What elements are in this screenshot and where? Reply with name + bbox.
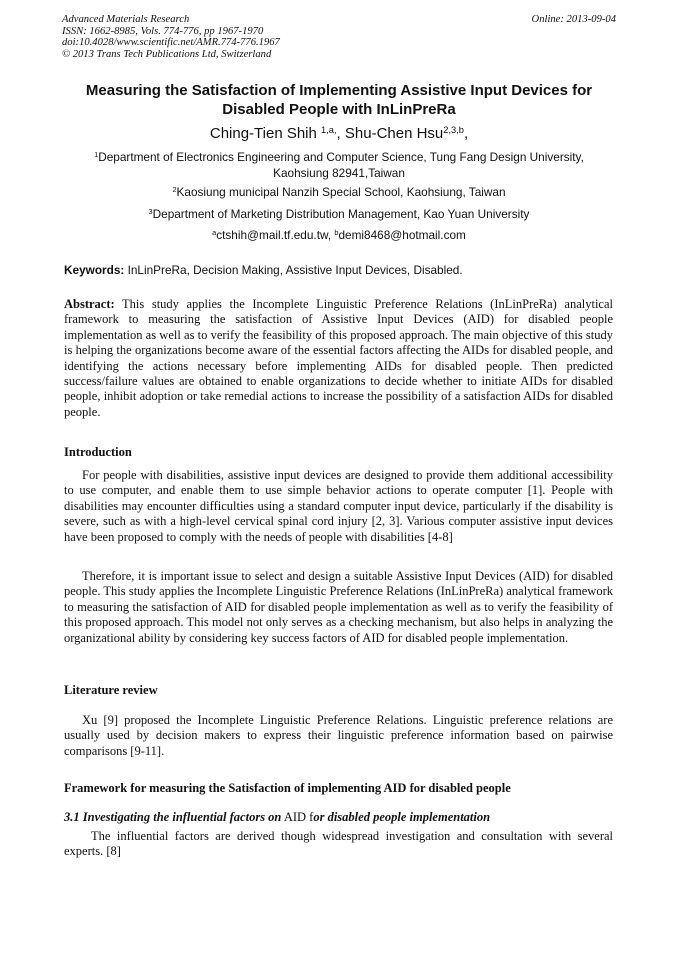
aff-1-sup: 1 — [94, 149, 99, 159]
literature-paragraph-1: Xu [9] proposed the Incomplete Linguistic Preference Relations. Linguistic preference relations are usually used by decision makers to express their linguistic preference information based on pairwise comparisons [9-11]. — [64, 713, 613, 758]
email-a-sup: a — [212, 227, 217, 237]
email-b[interactable]: demi8468@hotmail.com — [338, 228, 466, 242]
keywords — [64, 263, 614, 278]
section-heading-framework: Framework for measuring the Satisfaction of implementing AID for disabled people — [64, 781, 511, 795]
affiliation-1 — [40, 149, 638, 181]
section-heading-introduction: Introduction — [64, 445, 132, 459]
title-line-1: Measuring the Satisfaction of Implementing Assistive Input Devices for — [85, 82, 593, 99]
aff-3-text: Department of Marketing Distribution Management, Kao Yuan University — [152, 207, 530, 221]
abstract — [64, 297, 613, 420]
keywords-label: Keywords: — [64, 263, 125, 277]
author-end: , — [463, 125, 469, 142]
email-line — [40, 227, 638, 243]
affiliation-3 — [40, 206, 638, 222]
journal-name: Advanced Materials Research — [62, 14, 190, 25]
sub31-part-1: 3.1 Investigating the influential factors on — [64, 810, 282, 824]
subsection-3-1-paragraph: The influential factors are derived though widespread investigation and consultation with several experts. [8] — [64, 829, 613, 859]
email-a[interactable]: ctshih@mail.tf.edu.tw, — [216, 228, 335, 242]
intro-paragraph-1: For people with disabilities, assistive input devices are designed to provide them additional accessibility to use computer, and enable them to use simple behavior actions to operate computer [1]. People with disabilities may encounter difficulties using a standard computer input device, particularly if the disability is severe, such as with a high-level cervical spinal cord injury [2, 3]. Various computer assistive input devices have been proposed to comply with the needs of people with disabilities [4-8] — [64, 468, 613, 544]
intro-paragraph-2: Therefore, it is important issue to select and design a suitable Assistive Input Devices (AID) for disabled people. This study applies the Incomplete Linguistic Preference Relations (InLinPreRa) analytical framework to measuring the satisfaction of AID for disabled people implementation as well as to verify the feasibility of this proposed approach. This model not only serves as a checking mechanism, but also helps in analyzing the organizational ability by considering key success factors of AID for disabled people implementation. — [64, 569, 613, 645]
section-heading-literature-review: Literature review — [64, 683, 158, 697]
author-2: Shu-Chen Hsu — [344, 125, 444, 142]
abstract-text: This study applies the Incomplete Linguistic Preference Relations (InLinPreRa) analytical framework to measuring the satisfaction of Assistive Input Devices (AID) for disabled people implementation as well as to verify the feasibility of this proposed approach. The main objective of this study is helping the organizations become aware of the essential factors affecting the AIDs for disabled people, and identifying the actions necessary before implementing AIDs for disabled people. Then predicted success/failure values are obtained to enable organizations to decide whether to initiate AIDs for disabled people, inhibit adoption or take remedial actions to increase the possibility of a satisfaction AIDs for disabled people. — [64, 297, 613, 419]
title-line-2: Disabled People with InLinPreRa — [222, 101, 456, 118]
email-b-sup: b — [334, 227, 339, 237]
aff-2-sup: 2 — [172, 184, 177, 194]
issn-line: ISSN: 1662-8985, Vols. 774-776, pp 1967-1970 — [62, 25, 264, 37]
online-date: Online: 2013-09-04 — [531, 14, 616, 25]
doi-line[interactable]: doi:10.4028/www.scientific.net/AMR.774-776.1967 — [62, 37, 280, 49]
author-1: Ching-Tien Shih — [209, 125, 317, 142]
aff-3-sup: 3 — [148, 206, 153, 216]
aff-2-text: Kaosiung municipal Nanzih Special School, Kaohsiung, Taiwan — [176, 185, 506, 199]
sub31-part-3: or disabled people implementation — [313, 810, 491, 824]
subsection-heading-3-1 — [64, 810, 614, 825]
aff-1-line-2: Kaohsiung 82941,Taiwan — [273, 166, 405, 180]
authors-line — [40, 124, 638, 143]
affiliation-2 — [40, 184, 638, 200]
author-separator: , — [336, 125, 345, 142]
aff-1-line-1: Department of Electronics Engineering and Computer Science, Tung Fang Design University, — [98, 150, 584, 164]
journal-header — [62, 14, 616, 60]
author-2-sup: 2,3,b — [443, 124, 464, 135]
sub31-part-2: AID f — [281, 810, 314, 824]
abstract-label: Abstract: — [64, 297, 115, 311]
copyright-line: © 2013 Trans Tech Publications Ltd, Switzerland — [62, 48, 272, 60]
keywords-text: InLinPreRa, Decision Making, Assistive Input Devices, Disabled. — [124, 263, 463, 277]
author-1-sup: 1,a, — [321, 124, 337, 135]
paper-title — [50, 81, 628, 119]
